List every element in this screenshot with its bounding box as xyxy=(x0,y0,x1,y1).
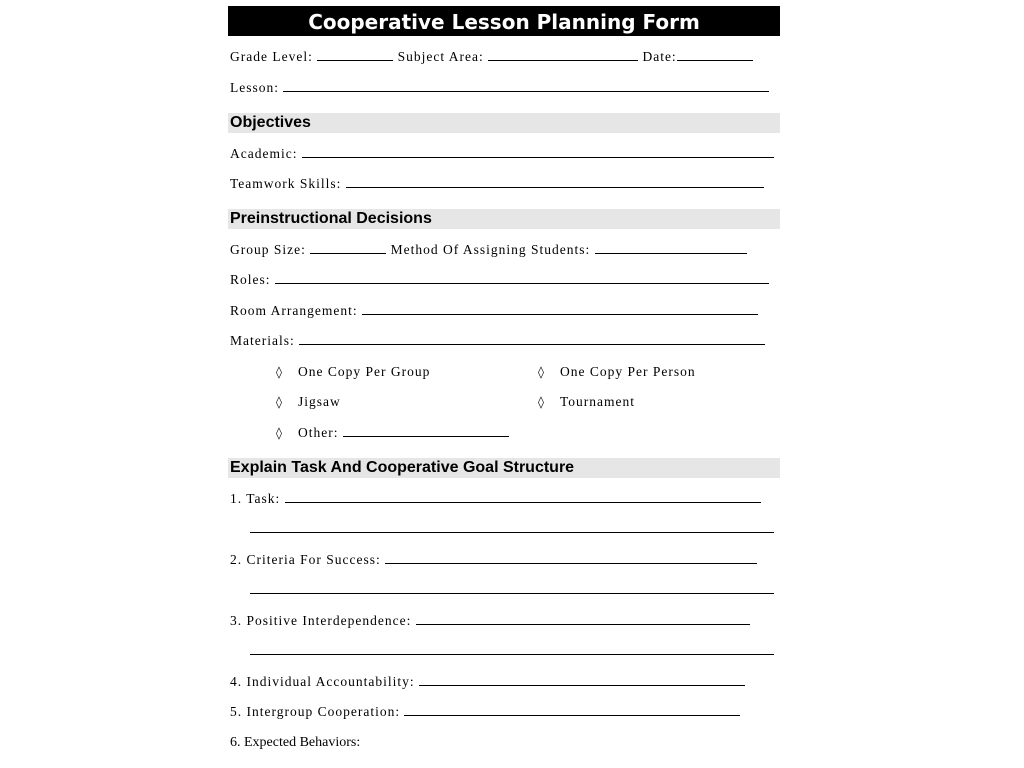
grade-level-field[interactable] xyxy=(317,49,393,61)
materials-row xyxy=(230,333,765,349)
criteria-field-2[interactable] xyxy=(250,582,774,594)
intergroup-cooperation-field[interactable] xyxy=(404,704,740,716)
form-page xyxy=(228,6,780,36)
task-row xyxy=(230,491,761,507)
criteria-label: 2. Criteria For Success: xyxy=(230,552,381,567)
subject-area-label: Subject Area: xyxy=(397,49,484,64)
criteria-row-continued xyxy=(250,582,774,598)
option-one-copy-per-group[interactable] xyxy=(276,364,430,380)
individual-accountability-field[interactable] xyxy=(419,674,745,686)
group-size-field[interactable] xyxy=(310,242,386,254)
materials-field[interactable] xyxy=(299,333,765,345)
positive-interdependence-label: 3. Positive Interdependence: xyxy=(230,613,412,628)
diamond-bullet-icon: ◊ xyxy=(276,395,283,409)
room-arrangement-label: Room Arrangement: xyxy=(230,303,358,318)
materials-label: Materials: xyxy=(230,333,295,348)
academic-row xyxy=(230,146,774,162)
method-assigning-field[interactable] xyxy=(595,242,747,254)
positive-interdependence-field[interactable] xyxy=(416,613,750,625)
lesson-label: Lesson: xyxy=(230,80,279,95)
option-label: Other: xyxy=(298,425,339,440)
section-preinstructional: Preinstructional Decisions xyxy=(228,209,780,229)
academic-field[interactable] xyxy=(302,146,774,158)
expected-behaviors-row xyxy=(230,735,360,751)
expected-behaviors-label: 6. Expected Behaviors: xyxy=(230,735,361,750)
group-size-row xyxy=(230,242,747,258)
option-label: Jigsaw xyxy=(298,394,341,409)
option-tournament[interactable] xyxy=(538,394,635,410)
task-field[interactable] xyxy=(285,491,761,503)
date-field[interactable] xyxy=(677,49,753,61)
other-field[interactable] xyxy=(343,425,509,437)
diamond-bullet-icon: ◊ xyxy=(276,426,283,440)
individual-accountability-label: 4. Individual Accountability: xyxy=(230,674,415,689)
criteria-row xyxy=(230,552,757,568)
subject-area-field[interactable] xyxy=(488,49,638,61)
roles-field[interactable] xyxy=(275,272,769,284)
option-label: One Copy Per Group xyxy=(298,364,431,379)
option-other[interactable] xyxy=(276,425,509,441)
form-title: Cooperative Lesson Planning Form xyxy=(228,6,780,36)
option-jigsaw[interactable] xyxy=(276,394,341,410)
section-objectives: Objectives xyxy=(228,113,780,133)
diamond-bullet-icon: ◊ xyxy=(538,395,545,409)
task-field-2[interactable] xyxy=(250,521,774,533)
option-label: One Copy Per Person xyxy=(560,364,696,379)
room-arrangement-row xyxy=(230,303,758,319)
task-row-continued xyxy=(250,521,774,537)
group-size-label: Group Size: xyxy=(230,242,306,257)
teamwork-skills-label: Teamwork Skills: xyxy=(230,176,342,191)
lesson-row xyxy=(230,80,769,96)
criteria-field[interactable] xyxy=(385,552,757,564)
diamond-bullet-icon: ◊ xyxy=(276,365,283,379)
header-row-1 xyxy=(230,49,753,65)
intergroup-cooperation-row xyxy=(230,704,740,720)
teamwork-skills-field[interactable] xyxy=(346,176,764,188)
academic-label: Academic: xyxy=(230,146,298,161)
intergroup-cooperation-label: 5. Intergroup Cooperation: xyxy=(230,704,401,719)
lesson-field[interactable] xyxy=(283,80,769,92)
date-label: Date: xyxy=(642,49,677,64)
room-arrangement-field[interactable] xyxy=(362,303,758,315)
positive-interdependence-row-continued xyxy=(250,643,774,659)
option-label: Tournament xyxy=(560,394,636,409)
method-assigning-label: Method Of Assigning Students: xyxy=(390,242,591,257)
individual-accountability-row xyxy=(230,674,745,690)
positive-interdependence-field-2[interactable] xyxy=(250,643,774,655)
section-explain-task: Explain Task And Cooperative Goal Structure xyxy=(228,458,780,478)
grade-level-label: Grade Level: xyxy=(230,49,313,64)
option-one-copy-per-person[interactable] xyxy=(538,364,696,380)
positive-interdependence-row xyxy=(230,613,750,629)
task-label: 1. Task: xyxy=(230,491,281,506)
diamond-bullet-icon: ◊ xyxy=(538,365,545,379)
roles-row xyxy=(230,272,769,288)
roles-label: Roles: xyxy=(230,272,271,287)
teamwork-row xyxy=(230,176,764,192)
